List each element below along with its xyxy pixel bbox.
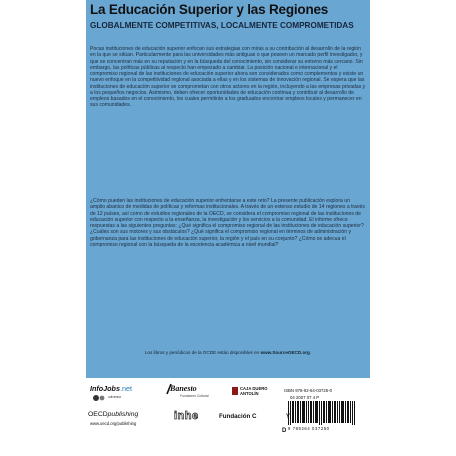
- publication-code: 04 2007 07 4 P: [290, 395, 320, 400]
- oecd-publishing-logo: [88, 411, 138, 418]
- cover-blue-panel: [86, 0, 370, 378]
- infojobs-logo: [90, 384, 132, 393]
- infojobs-suffix: .net: [119, 384, 132, 393]
- inhe-logo: inhe: [174, 410, 199, 422]
- caja-duero-mark-icon: [231, 386, 239, 396]
- availability-note: [86, 350, 370, 355]
- description-paragraph-1: Pocas instituciones de educación superior enfocan sus estrategias con miras a su contribución al desarrollo de la región en la que se sitúan. Particularmente para las universidades más antiguas o que poseen un marcado perfil investigador, y que se concentran más en su reputación y en la búsqueda del conocimiento, sin considerar su entorno más cercano. Sin embargo, las políticas públicas al respecto han empezado a cambiar. La posición nacional e internacional y el compromiso regional de las instituciones de educación superior ahora son considerados como complementos y existe un nuevo enfoque en la competitividad regional asociada a ellas y en los sistemas de innovación regional. Se espera que las instituciones de educación superior se comprometan con otros actores en la región, incluyendo a las empresas privadas y a los pequeños negocios. Asimismo, deben ofrecer oportunidades de educación continua y contribuir al desarrollo de empleos basados en el conocimiento, los cuales permitirán a los graduados encontrar empleos locales y permanecer en sus comunidades.: [90, 46, 366, 109]
- caja-duero-name: CAJA DUERO: [240, 386, 268, 391]
- caja-duero-logo: [240, 386, 268, 396]
- oecd-url[interactable]: www.oecd.org/publishing: [90, 421, 137, 426]
- back-cover: [86, 0, 370, 456]
- isbn-number: ISBN 978-92-64-03725-0: [284, 388, 333, 393]
- barcode-number: 9 789264 037250: [288, 426, 330, 431]
- sourceoecd-link[interactable]: www.SourceOECD.org: [260, 350, 310, 355]
- fundacion-cyd-logo-y: Y: [286, 414, 291, 420]
- book-title: La Educación Superior y las Regiones: [90, 2, 329, 17]
- caja-duero-name-2: ANTOLÍN: [240, 391, 259, 396]
- availability-suffix: .: [309, 350, 312, 355]
- infojobs-name: InfoJobs: [90, 384, 120, 393]
- book-subtitle: GLOBALMENTE COMPETITIVAS, LOCALMENTE COMPROMETIDAS: [90, 21, 354, 30]
- sponsor-logos: [86, 378, 370, 456]
- oecd-publishing-word: publishing: [107, 411, 139, 418]
- description-paragraph-2: ¿Cómo pueden las instituciones de educación superior enfrentarse a este reto? La presente publicación explora un amplio abanico de medidas de políticas y reformas institucionales. A través de un extenso estudio de 14 regiones a través de 12 países, así como de estudios regionales de la OECD, se considera el compromiso regional de las instituciones de educación superior con respecto a la enseñanza, la investigación y los servicios a la comunidad. El informe ofrece respuestas a las siguientes preguntas: ¿Qué significa el compromiso regional de las instituciones de educación superior? ¿Cuáles son sus motores y sus obstáculos? ¿Qué significa el compromiso regional en términos de administración y gobernanza para las instituciones de educación superior, la región y el país en su conjunto? ¿Cómo se adecua el compromiso regional con la búsqueda de la excelencia académica a nivel mundial?: [90, 198, 365, 248]
- universia-logo: universia: [108, 395, 121, 399]
- banesto-logo: Banesto: [170, 384, 197, 393]
- fundacion-cyd-logo: Fundación C: [219, 413, 257, 420]
- banesto-foundation-label: Fundación Cultural: [180, 394, 209, 398]
- universia-mark-icon: [92, 394, 106, 402]
- fundacion-cyd-logo-d: D: [282, 428, 287, 434]
- oecd-name: OECD: [88, 411, 108, 418]
- availability-prefix: Los libros y periódicos de la OCDE están disponibles en: [144, 350, 261, 355]
- barcode-icon: [286, 401, 358, 425]
